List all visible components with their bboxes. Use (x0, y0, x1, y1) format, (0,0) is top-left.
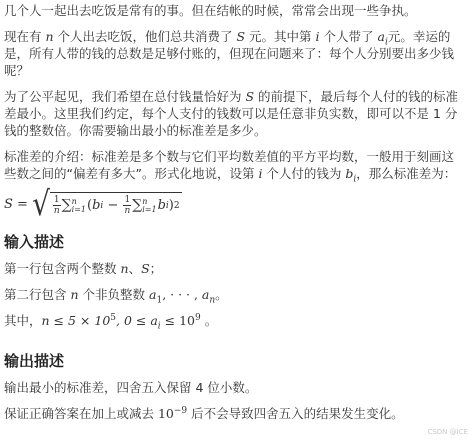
fraction-denominator: n (124, 206, 131, 216)
text-fragment: 后不会导致四舍五入的结果发生变化。 (187, 406, 404, 421)
math-S: S (245, 89, 255, 104)
math-sub-1: 1 (156, 295, 163, 306)
text-fragment: 输出最小的标准差，四舍五入保留 4 位小数。 (4, 380, 258, 395)
formula-lhs: S (4, 196, 13, 212)
std-dev-formula (4, 183, 466, 224)
math-ten: 10 (157, 406, 174, 421)
fraction-denominator: n (53, 206, 60, 216)
sum-upper: n (71, 196, 77, 206)
intro-paragraph-3 (4, 88, 466, 139)
math-sub-n: n (209, 295, 216, 306)
text-fragment: 第一行包含两个整数 (4, 261, 121, 276)
text-fragment: 标准差的介绍：标准差是多个数与它们平均数差值的平方平均数，一般用于刻画这些数之间的“偏差有多大”。形式化地说，设第 (4, 149, 455, 181)
intro-paragraph-1 (4, 2, 466, 19)
sum-lower: i=1 (71, 204, 87, 214)
sqrt-body: $\frac{1}{n}$ ∑ n i=1 ( b i − $\frac{1}{n}$ ∑ n i=1 b i ) 2 (50, 192, 182, 216)
output-heading: 输出描述 (4, 352, 65, 370)
input-line-3 (4, 312, 466, 332)
math-b: b (92, 198, 101, 213)
output-line-2 (4, 405, 466, 422)
text-fragment: 。 (215, 287, 228, 302)
text-fragment: 、 (128, 261, 142, 276)
paren-close: ) (168, 198, 174, 213)
exponent-9: 9 (195, 312, 201, 323)
math-a: a (377, 29, 385, 44)
output-line-1 (4, 379, 466, 396)
sum-upper: n (142, 196, 148, 206)
text-fragment: 个人付的钱为 (262, 166, 346, 181)
text-fragment: 其中， (4, 313, 42, 328)
text-fragment: 现在有 (4, 29, 46, 44)
math-n: n (45, 29, 54, 44)
text-fragment: 个人出去吃饭，他们总共消费了 (53, 29, 237, 44)
formula-equals: = (12, 196, 33, 212)
exponent-5: 5 (110, 312, 116, 323)
sqrt-icon: √ (32, 183, 50, 224)
text-fragment: ，那么标准差为： (356, 166, 457, 181)
fraction-1-over-n (123, 195, 131, 216)
input-line-1 (4, 260, 466, 277)
math-ellipsis: , · · · , (162, 287, 202, 302)
intro-paragraph-2 (4, 28, 466, 79)
sum-icon: ∑ (61, 197, 72, 213)
math-n: n (70, 287, 79, 302)
exponent-neg-9: −9 (173, 405, 188, 416)
text-fragment: ； (149, 261, 163, 276)
math-constraint-a: , 0 ≤ a (116, 313, 158, 328)
text-fragment: 。 (200, 313, 218, 328)
input-heading: 输入描述 (4, 233, 65, 251)
math-b: b (345, 166, 354, 181)
math-i: i (258, 166, 263, 181)
fraction-numerator: 1 (53, 195, 60, 205)
minus-sign: − (103, 198, 123, 213)
math-constraint-n: n ≤ 5 × 10 (41, 313, 111, 328)
text-fragment: 的前提下，最后每个人付的钱的标准差最小。这里我们约定，每个人支付的钱数可以是任意非负实数，即可以不是 1 分钱的整数倍。你需要输出最小的标准差是多少。 (4, 89, 459, 138)
watermark: CSDN @ICE (427, 428, 468, 436)
text-fragment: 保证正确答案在加上或减去 (4, 406, 158, 421)
sum-limits (72, 198, 86, 214)
math-i: i (315, 29, 320, 44)
math-S: S (236, 29, 246, 44)
math-b: b (157, 198, 166, 213)
text-fragment: 元。幸运的是，所有人带的钱的总数是足够付账的，但现在问题来了：每个人分别要出多少钱呢？ (4, 29, 455, 78)
sum-lower: i=1 (142, 204, 157, 214)
math-constraint-upper: ≤ 10 (160, 313, 195, 328)
text-fragment: 个人带了 (319, 29, 378, 44)
intro-text-1: 几个人一起出去吃饭是常有的事。但在结帐的时候，常常会出现一些争执。 (4, 3, 417, 18)
sum-limits (142, 198, 156, 214)
math-a: a (201, 287, 210, 302)
math-S: S (141, 261, 150, 276)
paren-open: ( (87, 198, 93, 213)
problem-statement (4, 2, 466, 431)
math-sub-i: i (157, 321, 161, 332)
fraction-numerator: 1 (124, 195, 131, 205)
sum-icon: ∑ (132, 197, 143, 213)
math-n: n (120, 261, 129, 276)
math-sub-i: i (353, 174, 357, 185)
text-fragment: 元。其中第 (245, 29, 316, 44)
text-fragment: 个非负整数 (78, 287, 149, 302)
text-fragment: 第二行包含 (4, 287, 71, 302)
input-line-2 (4, 286, 466, 306)
text-fragment: 为了公平起见，我们希望在总付钱量恰好为 (4, 89, 246, 104)
math-sub-i: i (384, 37, 388, 48)
fraction-1-over-n (53, 195, 61, 216)
math-a: a (149, 287, 157, 302)
intro-paragraph-4 (4, 148, 466, 185)
